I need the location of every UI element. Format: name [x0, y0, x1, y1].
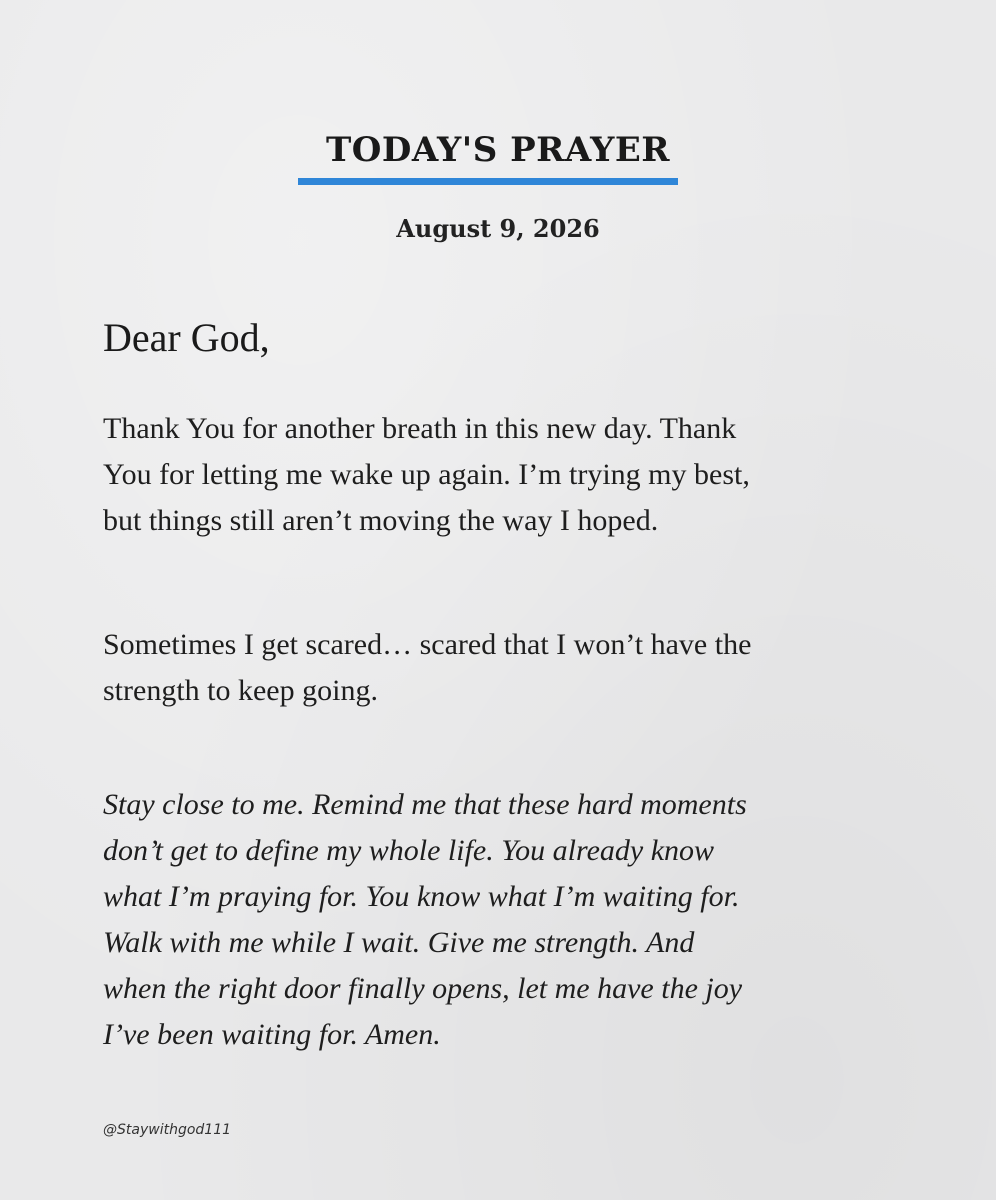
prayer-paragraph-2: Sometimes I get scared… scared that I won’t have the strength to keep going. — [103, 628, 752, 707]
prayer-greeting: Dear God, — [103, 315, 270, 360]
prayer-paragraph-1: Thank You for another breath in this new day. Thank You for letting me wake up again. I’m trying my best, but things still aren’t moving the way I hoped. — [103, 412, 750, 537]
prayer-date: August 9, 2026 — [396, 214, 600, 243]
page-title: TODAY'S PRAYER — [325, 130, 671, 170]
prayer-paragraph-3: Stay close to me. Remind me that these hard moments don’t get to define my whole life. You already know what I’m praying for. You know what I’m waiting for. Walk with me while I wait. Give me strength. And when the right door finally opens, let me have the joy I’ve been waiting for. Amen. — [103, 788, 747, 1051]
author-handle: @Staywithgod111 — [103, 1122, 232, 1138]
title-underline — [298, 178, 678, 185]
